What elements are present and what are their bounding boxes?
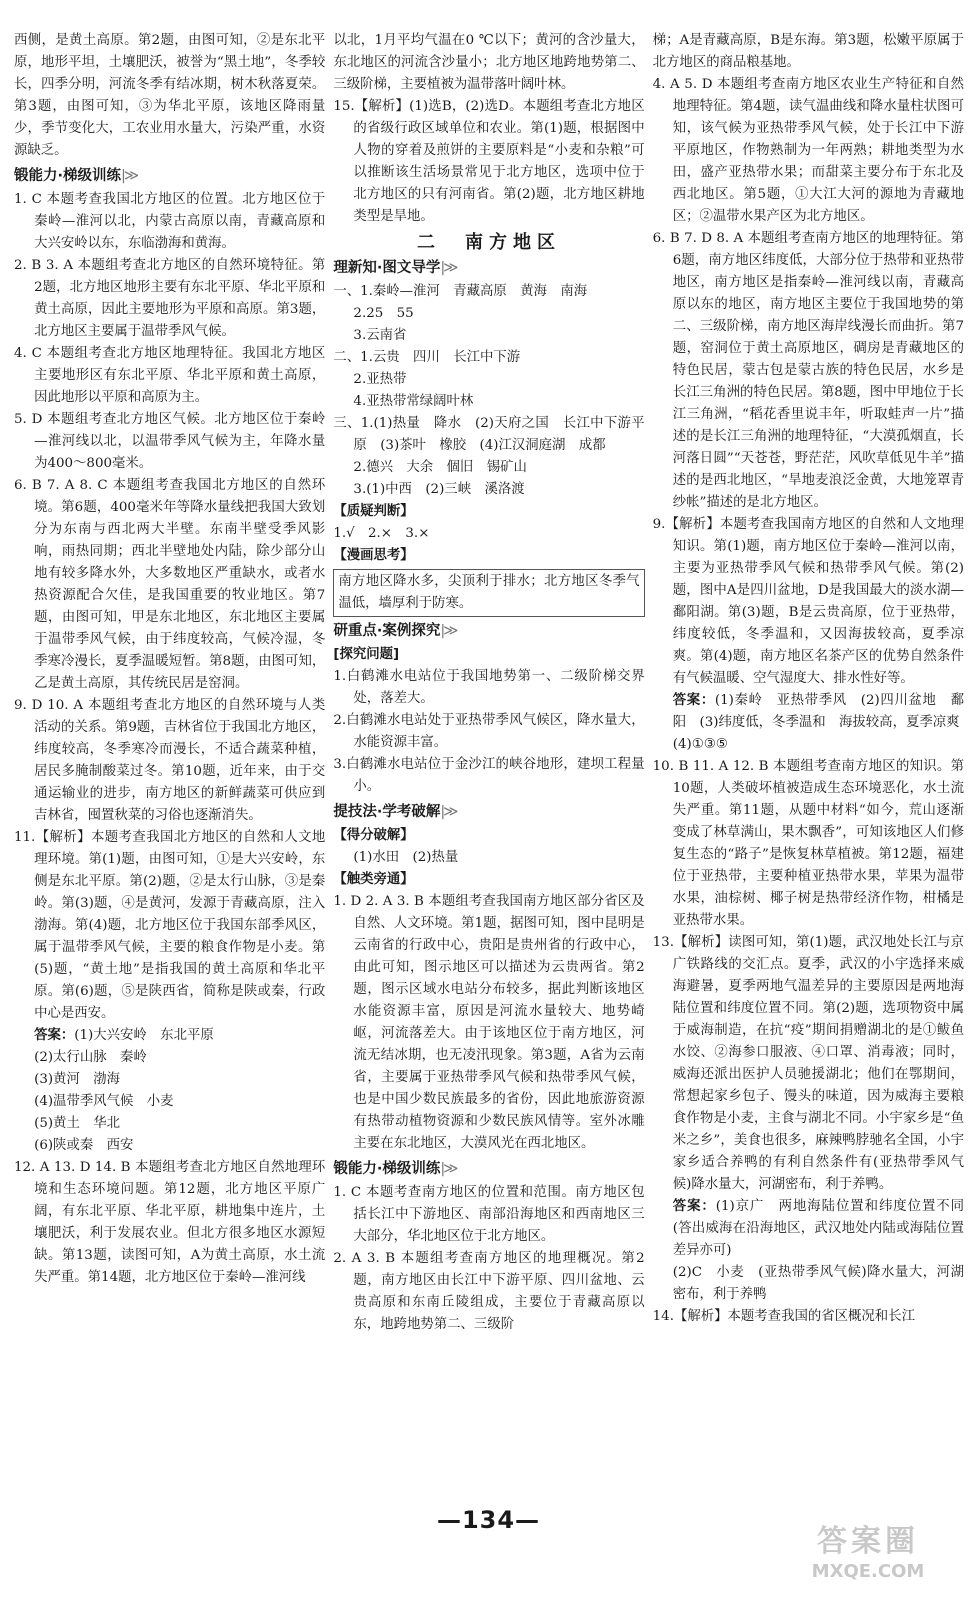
explore-item: 1.白鹤滩水电站位于我国地势第一、二级阶梯交界处，落差大。 [333,669,645,706]
answer-line: (1)京广 两地海陆位置和纬度位置不同(答出威海在沿海地区，武汉地处内陆或海陆位置差异亦可) [672,1199,964,1258]
answer-item: 1. D 2. A 3. B 本题组考查我国南方地区部分省区及自然、人文环境。第1题，据图可知，图中昆明是云南省的行政中心，贵阳是贵州省的行政中心，由此可知，图示地区可以描述为云贵两省。第2题，图示区域水电站分布较多，据此判断该地区水能资源丰富，原因是河流水量较大、地势崎岖，河流落差大。由于该地区位于南方地区，河流无结冰期，也无凌汛现象。第3题，A省为云南省，主要属于亚热带季风气候和热带季风气候，也是中国少数民族最多的省份，因此地旅游资源有热带动植物资源和少数民族风情等。室外冰雕主要在东北地区，大漠风光在西北地区。 [333,894,645,1151]
answer-item: 12. A 13. D 14. B 本题组考查北方地区自然地理环境和生态环境问题。第12题，北方地区平原广阔，有东北平原、华北平原，耕地集中连片，土壤肥沃，利于发展农业。但北方很多地区水源短缺。第13题，读图可知，A为黄土高原，水土流失严重。第14题，北方地区位于秦岭—淮河线 [14,1160,326,1285]
fill-line: 2.亚热带 [353,372,407,387]
answer-item: 1. C 本题考查我国北方地区的位置。北方地区位于秦岭—淮河以北，内蒙古高原以南，青藏高原和大兴安岭以东，东临渤海和黄海。 [14,192,326,251]
answer-line: (6)陕或秦 西安 [34,1138,134,1153]
section-heading: 研重点·案例探究|≫ [333,623,457,639]
subheading: 【漫画思考】 [333,548,414,563]
fill-line: 2.25 55 [353,306,414,321]
answer-item: 15.【解析】(1)选B，(2)选D。本题组考查北方地区的省级行政区域单位和农业。第(1)题，根据图中人物的穿着及煎饼的主要原料是“小麦和杂粮”可以推断该生活场景常见于北方地区，选项中位于北方地区的只有河南省。第(2)题，北方地区耕地类型是旱地。 [333,99,645,224]
section-heading: 锻能力·梯级训练|≫ [333,1161,457,1177]
section-heading: 理新知·图文导学|≫ [333,260,457,276]
answer-item: 6. B 7. D 8. A 本题组考查南方地区的地理特征。第6题，南方地区纬度低，大部分位于热带和亚热带地区，南方地区是指秦岭—淮河线以南，青藏高原以东的地区，南方地区主要位于我国地势的第二、三级阶梯，南方地区海岸线漫长而曲折。第7题，窑洞位于黄土高原地区，碉房是青藏地区的特色民居，蒙古包是蒙古族的特色民居，水乡是长江三角洲的特色民居。第8题，图中甲地位于长江三角洲，“稻花香里说丰年，听取蛙声一片”描述的是长江三角洲的地理特征，“大漠孤烟直，长河落日圆”“天苍苍，野茫茫，风吹草低见牛羊”描述的是西北地区，“旱地麦浪泛金黄，大地笼罩青纱帐”描述的是北方地区。 [652,231,964,510]
fill-line: 三、1.(1)热量 降水 (2)天府之国 长江中下游平原 (3)茶叶 橡胶 (4)江汉洞庭湖 成都 [333,416,645,453]
answer-item: 4. C 本题组考查北方地区地理特征。我国北方地区主要地形区有东北平原、华北平原和黄土高原，因此地形以平原和高原为主。 [14,346,326,405]
watermark-logo [773,1524,963,1590]
answer-item: 6. B 7. A 8. C 本题组考查我国北方地区的自然环境。第6题，400毫米年等降水量线把我国大致划分为东南与西北两大半壁。东南半壁受季风影响，雨热同期；西北半壁地处内陆，除少部分山地有较多降水外，大多数地区严重缺水，或者水热资源配合欠佳，是我国重要的牧业地区。第7题，由图可知，甲是东北地区，东北地区主要属于温带季风气候，由于纬度较高，气候冷湿，冬季寒冷漫长，夏季温暖短暂。第8题，由图可知，乙是黄土高原，其传统民居是窑洞。 [14,478,326,691]
answer-label: 答案： [672,693,715,708]
column-middle [333,30,644,1490]
paragraph: 西侧，是黄土高原。第2题，由图可知，②是东北平原，地形平坦，土壤肥沃，被誉为“黑土地”，冬季较长，四季分明，河流冬季有结冰期，树木秋落夏荣。第3题，由图可知，③为华北平原，该地区降雨量少，季节变化大，工农业用水量大，污染严重，水资源缺乏。 [14,33,326,158]
answer-item: 13.【解析】读图可知，第(1)题，武汉地处长江与京广铁路线的交汇点。夏季，武汉的小宇选择来威海避暑，夏季两地气温差异的主要原因是两地海陆位置和纬度位置不同。第(2)题，选项物资中属于威海制造，在抗“疫”期间捐赠湖北的是①鲅鱼水饺、②海参口服液、④口罩、消毒液；同时，威海还派出医护人员驰援湖北；他们在鄂期间，常想起家乡包子、馒头的味道，因为威海主要粮食作物是小麦，主食与湖北不同。小宇家乡是“鱼米之乡”，美食也很多，麻辣鸭脖驰名全国，小宇家乡适合养鸭的有利自然条件有(亚热带季风气候)降水量大，河湖密布，利于养鸭。 [652,935,964,1192]
fill-line: 3.(1)中西 (2)三峡 溪洛渡 [353,482,525,497]
answer-label: 答案： [672,1199,716,1214]
answer-item: 5. D 本题组考查北方地区气候。北方地区位于秦岭—淮河线以北，以温带季风气候为主，年降水量为400～800毫米。 [14,412,326,471]
paragraph: 梯；A是青藏高原，B是东海。第3题，松嫩平原属于北方地区的商品粮基地。 [652,33,964,70]
answer-item: 10. B 11. A 12. B 本题组考查南方地区的知识。第10题，人类破坏植被造成生态环境恶化，水土流失严重。第11题，从题中材料“如今，荒山逐渐变成了林草满山，果木飘香”，可知该地区人们修复生态的“路子”是恢复林草植被。第12题，福建位于亚热带，主要种植亚热带水果，苹果为温带水果，油棕树、椰子树是热带经济作物，柑橘是亚热带水果。 [652,759,964,928]
column-left [14,30,325,1490]
answer-item: 2. A 3. B 本题组考查南方地区的地理概况。第2题，南方地区由长江中下游平原、四川盆地、云贵高原和东南丘陵组成，主要位于青藏高原以东，地跨地势第二、三级阶 [333,1251,645,1332]
answer-item: 11.【解析】本题考查我国北方地区的自然和人文地理环境。第(1)题，由图可知，①是大兴安岭，东侧是东北平原。第(2)题，②是太行山脉，③是秦岭。第(3)题，④是黄河，发源于青藏高原，注入渤海。第(4)题，北方地区位于我国东部季风区，属于温带季风气候，主要的粮食作物是小麦。第(5)题，“黄土地”是指我国的黄土高原和华北平原。第(6)题，⑤是陕西省，简称是陕或秦，行政中心是西安。 [14,830,326,1021]
answer-item: 4. A 5. D 本题组考查南方地区农业生产特征和自然地理特征。第4题，读气温曲线和降水量柱状图可知，该气候为亚热带季风气候，处于长江中下游平原地区，作物熟制为一年两熟；耕地类型为水田，盛产亚热带水果；而甜菜主要分布于东北及西北地区。第5题，①大江大河的源地为青藏地区；②温带水果产区为北方地区。 [652,77,964,224]
answer-item: 9.【解析】本题考查我国南方地区的自然和人文地理知识。第(1)题，南方地区位于秦岭—淮河以南，主要为亚热带季风气候和热带季风气候。第(2)题，图中A是四川盆地，D是我国最大的淡水湖—鄱阳湖。第(3)题，B是云贵高原，位于亚热带，纬度较低，冬季温和，又因海拔较高，夏季凉爽。第(4)题，南方地区名茶产区的优势自然条件有气候温暖、空气湿度大、排水性好等。 [652,517,964,686]
answer-line: (1)大兴安岭 东北平原 [74,1028,214,1043]
column-right [653,30,964,1490]
subheading: 【得分破解】 [333,828,414,843]
answer-line: (1)秦岭 亚热带季风 (2)四川盆地 鄱阳 (3)纬度低，冬季温和 海拔较高，夏季凉爽 [672,693,964,730]
answer-line: (2)C 小麦 (亚热带季风气候)降水量大，河湖密布，利于养鸭 [672,1265,964,1302]
answer-line: (4)①③⑤ [672,737,728,752]
subheading: 【质疑判断】 [333,504,414,519]
fill-line: 一、1.秦岭—淮河 青藏高原 黄海 南海 [333,284,588,299]
score-answer: (1)水田 (2)热量 [353,850,459,865]
subheading: [探究问题] [333,647,400,662]
chapter-title: 二 南方地区 [416,232,561,253]
answer-line: (4)温带季风气候 小麦 [34,1094,174,1109]
paragraph: 以北，1月平均气温在0 ℃以下；黄河的含沙量大，东北地区的河流含沙量小；北方地区地跨地势第二、三级阶梯，主要植被为温带落叶阔叶林。 [333,33,645,92]
explore-item: 2.白鹤滩水电站处于亚热带季风气候区，降水量大，水能资源丰富。 [333,713,645,750]
fill-line: 2.德兴 大余 個旧 锡矿山 [353,460,527,475]
answer-item: 1. C 本题考查南方地区的位置和范围。南方地区包括长江中下游地区、南部沿海地区和西南地区三大部分，华北地区位于北方地区。 [333,1185,645,1244]
cartoon-answer-box: 南方地区降水多，尖顶利于排水；北方地区冬季气温低，墙厚利于防寒。 [333,569,644,617]
page-number: —134— [436,1506,541,1534]
fill-line: 4.亚热带常绿阔叶林 [353,394,474,409]
answer-line: (5)黄土 华北 [34,1116,121,1131]
answer-page [14,30,964,1490]
watermark-site: MXQE.COM [811,1561,925,1582]
explore-item: 3.白鹤滩水电站位于金沙江的峡谷地形，建坝工程量小。 [333,757,645,794]
subheading: 【触类旁通】 [333,872,414,887]
answer-item: 9. D 10. A 本题组考查北方地区的自然环境与人类活动的关系。第9题，吉林省位于我国北方地区，纬度较高，冬季寒冷而漫长，不适合蔬菜种植，居民多腌制酸菜过冬。第10题，近年来，由于交通运输业的进步，南方地区的新鲜蔬菜可供应到吉林省，囤置秋菜的习俗也逐渐消失。 [14,698,326,823]
answer-line: (3)黄河 渤海 [34,1072,121,1087]
answer-line: (2)太行山脉 秦岭 [34,1050,147,1065]
section-heading: 锻能力·梯级训练|≫ [14,168,138,184]
fill-line: 3.云南省 [353,328,407,343]
watermark-logo-text: 答案圈 [817,1524,919,1559]
fill-line: 二、1.云贵 四川 长江中下游 [333,350,521,365]
judge-answers: 1.√ 2.× 3.× [333,526,430,541]
answer-label: 答案： [34,1028,75,1043]
answer-item: 14.【解析】本题考查我国的省区概况和长江 [652,1309,915,1324]
section-heading: 提技法·学考破解|≫ [333,804,457,820]
answer-item: 2. B 3. A 本题组考查北方地区的自然环境特征。第2题，北方地区地形主要有东北平原、华北平原和黄土高原，因此主要地形为平原和高原。第3题，北方地区主要属于温带季风气候。 [14,258,326,339]
